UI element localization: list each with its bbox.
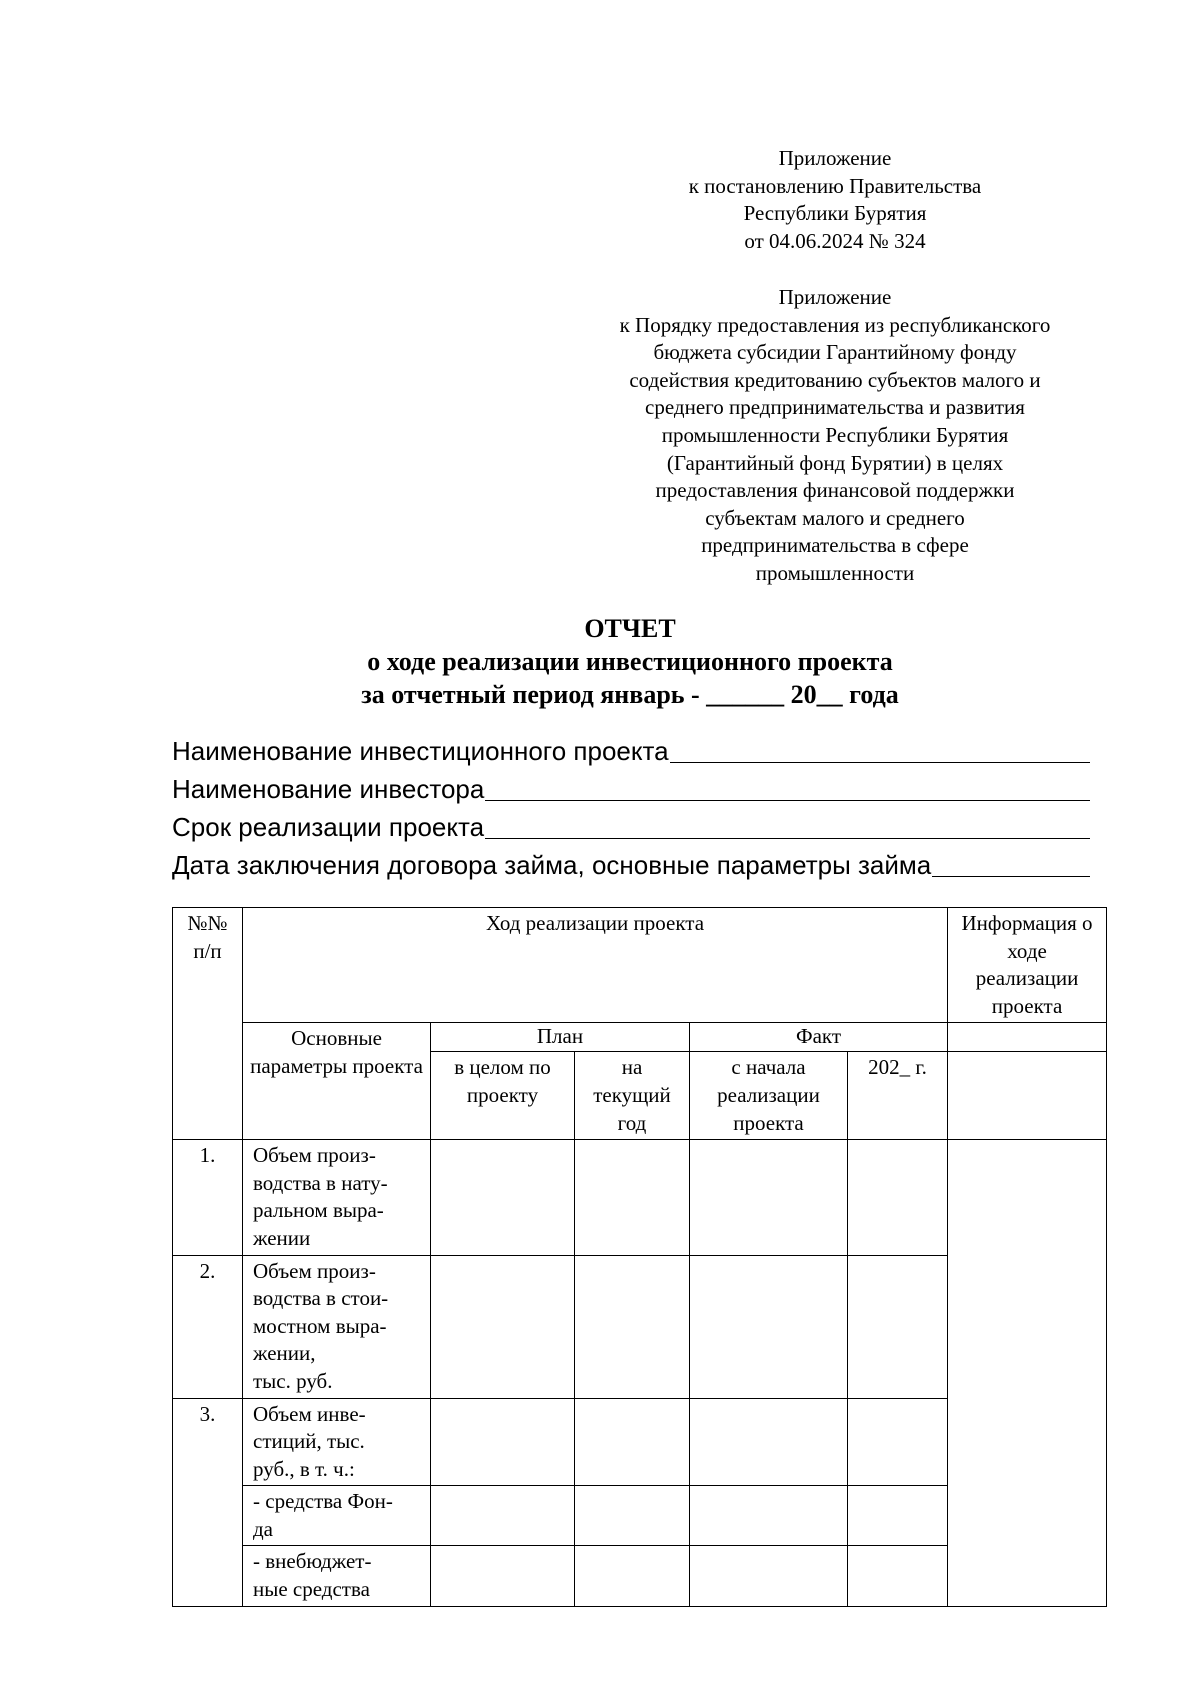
appendix-procedure [555, 284, 1115, 588]
header-num: №№ п/п [173, 908, 243, 1140]
cell-fact-since-start[interactable] [690, 1486, 848, 1546]
row-param: Объем произ- водства в нату- ральном выра- жении [243, 1140, 431, 1255]
report-title [200, 612, 1060, 711]
cell-plan-current[interactable] [575, 1486, 690, 1546]
cell-fact-year[interactable] [848, 1546, 948, 1606]
header-fact-year: 202_ г. [848, 1052, 948, 1140]
row-param: - внебюджет- ные средства [243, 1546, 431, 1606]
header-fact-since-start: с начала реализации проекта [690, 1052, 848, 1140]
header-row [173, 1023, 1107, 1052]
title-subject: о ходе реализации инвестиционного проекта [367, 647, 893, 676]
appendix-line: к Порядку предоставления из республиканского [619, 312, 1051, 337]
header-row [173, 908, 1107, 1023]
appendix-line: Республики Бурятия [743, 201, 927, 226]
appendix-line: к постановлению Правительства [688, 173, 982, 198]
header-fact: Факт [690, 1023, 948, 1052]
cell-fact-year[interactable] [848, 1140, 948, 1255]
field-investor-name[interactable] [172, 770, 1090, 808]
row-param: Объем инве- стиций, тыс. руб., в т. ч.: [243, 1398, 431, 1486]
report-table [172, 907, 1107, 1607]
appendix-line: содействия кредитованию субъектов малого и [629, 367, 1041, 392]
field-loan-agreement[interactable] [172, 846, 1090, 884]
appendix-line: субъектам малого и среднего [705, 505, 965, 530]
appendix-line: промышленности [755, 560, 915, 585]
appendix-line: бюджета субсидии Гарантийному фонду [653, 340, 1017, 365]
cell-fact-year[interactable] [848, 1255, 948, 1398]
row-num: 2. [173, 1255, 243, 1398]
row-num [173, 1486, 243, 1546]
cell-info[interactable] [948, 1140, 1107, 1607]
row-num: 3. [173, 1398, 243, 1486]
fill-in-line[interactable] [485, 770, 1090, 801]
field-label: Дата заключения договора займа, основные параметры займа [172, 850, 932, 880]
field-label: Срок реализации проекта [172, 812, 485, 842]
appendix-line: предпринимательства в сфере [701, 533, 969, 558]
appendix-line: Приложение [778, 146, 892, 170]
cell-plan-current[interactable] [575, 1140, 690, 1255]
appendix-line: (Гарантийный фонд Бурятии) в целях [666, 450, 1004, 475]
header-progress: Ход реализации проекта [243, 908, 948, 1023]
appendix-line: предоставления финансовой поддержки [655, 478, 1015, 503]
cell-plan-total[interactable] [431, 1398, 575, 1486]
cell-plan-total[interactable] [431, 1486, 575, 1546]
row-param: - средства Фон- да [243, 1486, 431, 1546]
fill-in-line[interactable] [485, 808, 1090, 839]
header-plan: План [431, 1023, 690, 1052]
title-period: за отчетный период январь - ______ 20__ года [361, 680, 899, 709]
table-row [173, 1140, 1107, 1255]
field-project-name[interactable] [172, 732, 1090, 770]
cell-plan-current[interactable] [575, 1398, 690, 1486]
appendix-government-decree [555, 145, 1115, 255]
cell-plan-total[interactable] [431, 1255, 575, 1398]
cell-fact-since-start[interactable] [690, 1140, 848, 1255]
field-label: Наименование инвестиционного проекта [172, 736, 669, 766]
cell-fact-year[interactable] [848, 1398, 948, 1486]
project-info-fields [172, 732, 1090, 884]
appendix-line: от 04.06.2024 № 324 [744, 228, 926, 253]
header-info-empty [948, 1023, 1107, 1052]
header-info-empty [948, 1052, 1107, 1140]
header-info: Информация о ходе реализации проекта [948, 908, 1107, 1023]
fill-in-line[interactable] [932, 846, 1090, 877]
fill-in-line[interactable] [670, 732, 1090, 763]
appendix-line: среднего предпринимательства и развития [645, 395, 1025, 420]
cell-fact-since-start[interactable] [690, 1546, 848, 1606]
cell-plan-total[interactable] [431, 1546, 575, 1606]
cell-plan-current[interactable] [575, 1255, 690, 1398]
cell-fact-since-start[interactable] [690, 1255, 848, 1398]
row-param: Объем произ- водства в стои- мостном выра- жении, тыс. руб. [243, 1255, 431, 1398]
row-num [173, 1546, 243, 1606]
row-num: 1. [173, 1140, 243, 1255]
header-plan-total: в целом по проекту [431, 1052, 575, 1140]
title-heading: ОТЧЕТ [584, 614, 676, 643]
header-main-params: Основные параметры проекта [243, 1023, 431, 1140]
cell-fact-since-start[interactable] [690, 1398, 848, 1486]
field-label: Наименование инвестора [172, 774, 485, 804]
cell-plan-current[interactable] [575, 1546, 690, 1606]
header-plan-current: на текущий год [575, 1052, 690, 1140]
cell-plan-total[interactable] [431, 1140, 575, 1255]
cell-fact-year[interactable] [848, 1486, 948, 1546]
field-project-term[interactable] [172, 808, 1090, 846]
appendix-line: Приложение [778, 285, 892, 309]
appendix-line: промышленности Республики Бурятия [661, 422, 1009, 447]
